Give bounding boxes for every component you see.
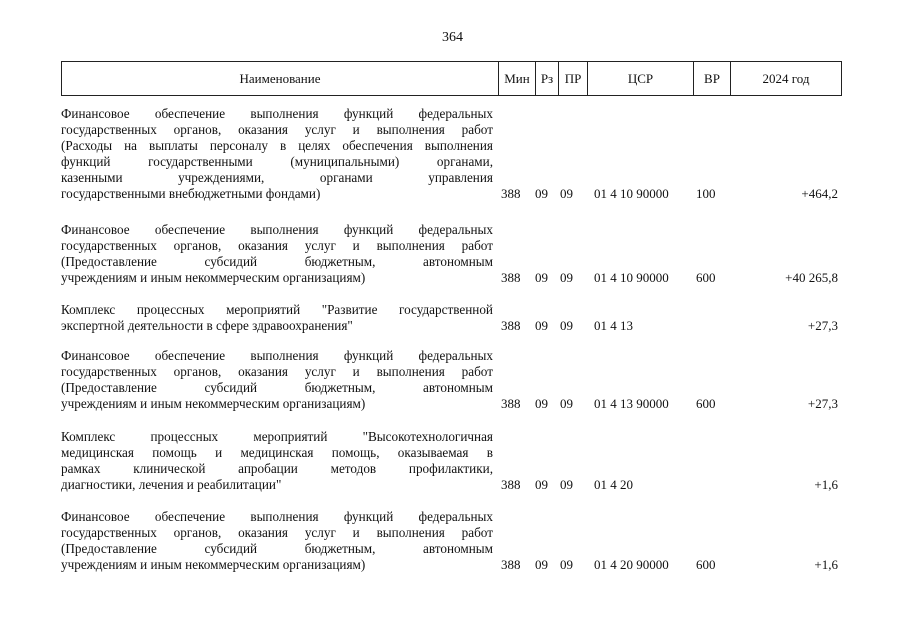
cell-pr: 09 (560, 270, 573, 285)
description-line: диагностики, лечения и реабилитации" (61, 477, 282, 492)
cell-min: 388 (501, 186, 521, 201)
cell-csr: 01 4 13 (594, 318, 633, 333)
description-line: учреждениям и иным некоммерческим организациям) (61, 396, 366, 411)
table-row (61, 509, 842, 573)
cell-pr: 09 (560, 557, 573, 572)
budget-table (61, 61, 842, 572)
description-line: Финансовое обеспечение выполнения функций федеральных (61, 348, 493, 363)
table-row (61, 106, 842, 202)
description-line: Комплекс процессных мероприятий "Развитие государственной (61, 302, 493, 317)
description-line: Финансовое обеспечение выполнения функций федеральных (61, 509, 493, 524)
cell-pr: 09 (560, 318, 573, 333)
cell-vr: 600 (696, 270, 716, 285)
cell-csr: 01 4 20 (594, 477, 633, 492)
cell-pr: 09 (560, 396, 573, 411)
description-line: государственных органов, оказания услуг и выполнения работ (61, 122, 493, 137)
header-vr: ВР (693, 62, 730, 95)
description-line: медицинская помощь и медицинская помощь, оказываемая в (61, 445, 493, 460)
cell-pr: 09 (560, 477, 573, 492)
description-line: государственных органов, оказания услуг и выполнения работ (61, 238, 493, 253)
cell-rz: 09 (535, 318, 548, 333)
cell-pr: 09 (560, 186, 573, 201)
description-line: государственными внебюджетными фондами) (61, 186, 321, 201)
cell-rz: 09 (535, 270, 548, 285)
table-row (61, 222, 842, 286)
description-line: учреждениям и иным некоммерческим организациям) (61, 270, 366, 285)
description-line: (Расходы на выплаты персоналу в целях обеспечения выполнения (61, 138, 493, 153)
cell-rz: 09 (535, 396, 548, 411)
header-pr: ПР (558, 62, 587, 95)
cell-rz: 09 (535, 186, 548, 201)
header-csr: ЦСР (587, 62, 693, 95)
cell-min: 388 (501, 270, 521, 285)
cell-csr: 01 4 20 90000 (594, 557, 669, 572)
page-number: 364 (442, 30, 463, 45)
cell-value: +40 265,8 (785, 270, 838, 285)
description-line: Комплекс процессных мероприятий "Высокотехнологичная (61, 429, 493, 444)
description-line: государственных органов, оказания услуг и выполнения работ (61, 364, 493, 379)
cell-value: +464,2 (801, 186, 838, 201)
cell-value: +27,3 (807, 318, 838, 333)
description-line: (Предоставление субсидий бюджетным, автономным (61, 380, 493, 395)
cell-value: +1,6 (814, 557, 838, 572)
header-min: Мин (498, 62, 535, 95)
description-line: функций государственными (муниципальными) органами, (61, 154, 493, 169)
description-line: казенными учреждениями, органами управления (61, 170, 493, 185)
cell-value: +27,3 (807, 396, 838, 411)
description-line: государственных органов, оказания услуг и выполнения работ (61, 525, 493, 540)
table-row (61, 302, 842, 334)
table-row (61, 348, 842, 412)
cell-csr: 01 4 10 90000 (594, 270, 669, 285)
cell-min: 388 (501, 557, 521, 572)
cell-min: 388 (501, 396, 521, 411)
cell-csr: 01 4 10 90000 (594, 186, 669, 201)
description-line: Финансовое обеспечение выполнения функций федеральных (61, 106, 493, 121)
header-rz: Рз (535, 62, 558, 95)
cell-vr: 600 (696, 557, 716, 572)
table-header (61, 61, 842, 96)
cell-min: 388 (501, 477, 521, 492)
description-line: (Предоставление субсидий бюджетным, автономным (61, 541, 493, 556)
description-line: экспертной деятельности в сфере здравоохранения" (61, 318, 353, 333)
cell-min: 388 (501, 318, 521, 333)
description-line: (Предоставление субсидий бюджетным, автономным (61, 254, 493, 269)
cell-csr: 01 4 13 90000 (594, 396, 669, 411)
table-row (61, 429, 842, 493)
cell-vr: 600 (696, 396, 716, 411)
cell-rz: 09 (535, 477, 548, 492)
header-name: Наименование (239, 70, 321, 86)
description-line: рамках клинической апробации методов профилактики, (61, 461, 493, 476)
description-line: учреждениям и иным некоммерческим организациям) (61, 557, 366, 572)
cell-rz: 09 (535, 557, 548, 572)
cell-value: +1,6 (814, 477, 838, 492)
header-year: 2024 год (730, 62, 841, 95)
cell-vr: 100 (696, 186, 716, 201)
description-line: Финансовое обеспечение выполнения функций федеральных (61, 222, 493, 237)
